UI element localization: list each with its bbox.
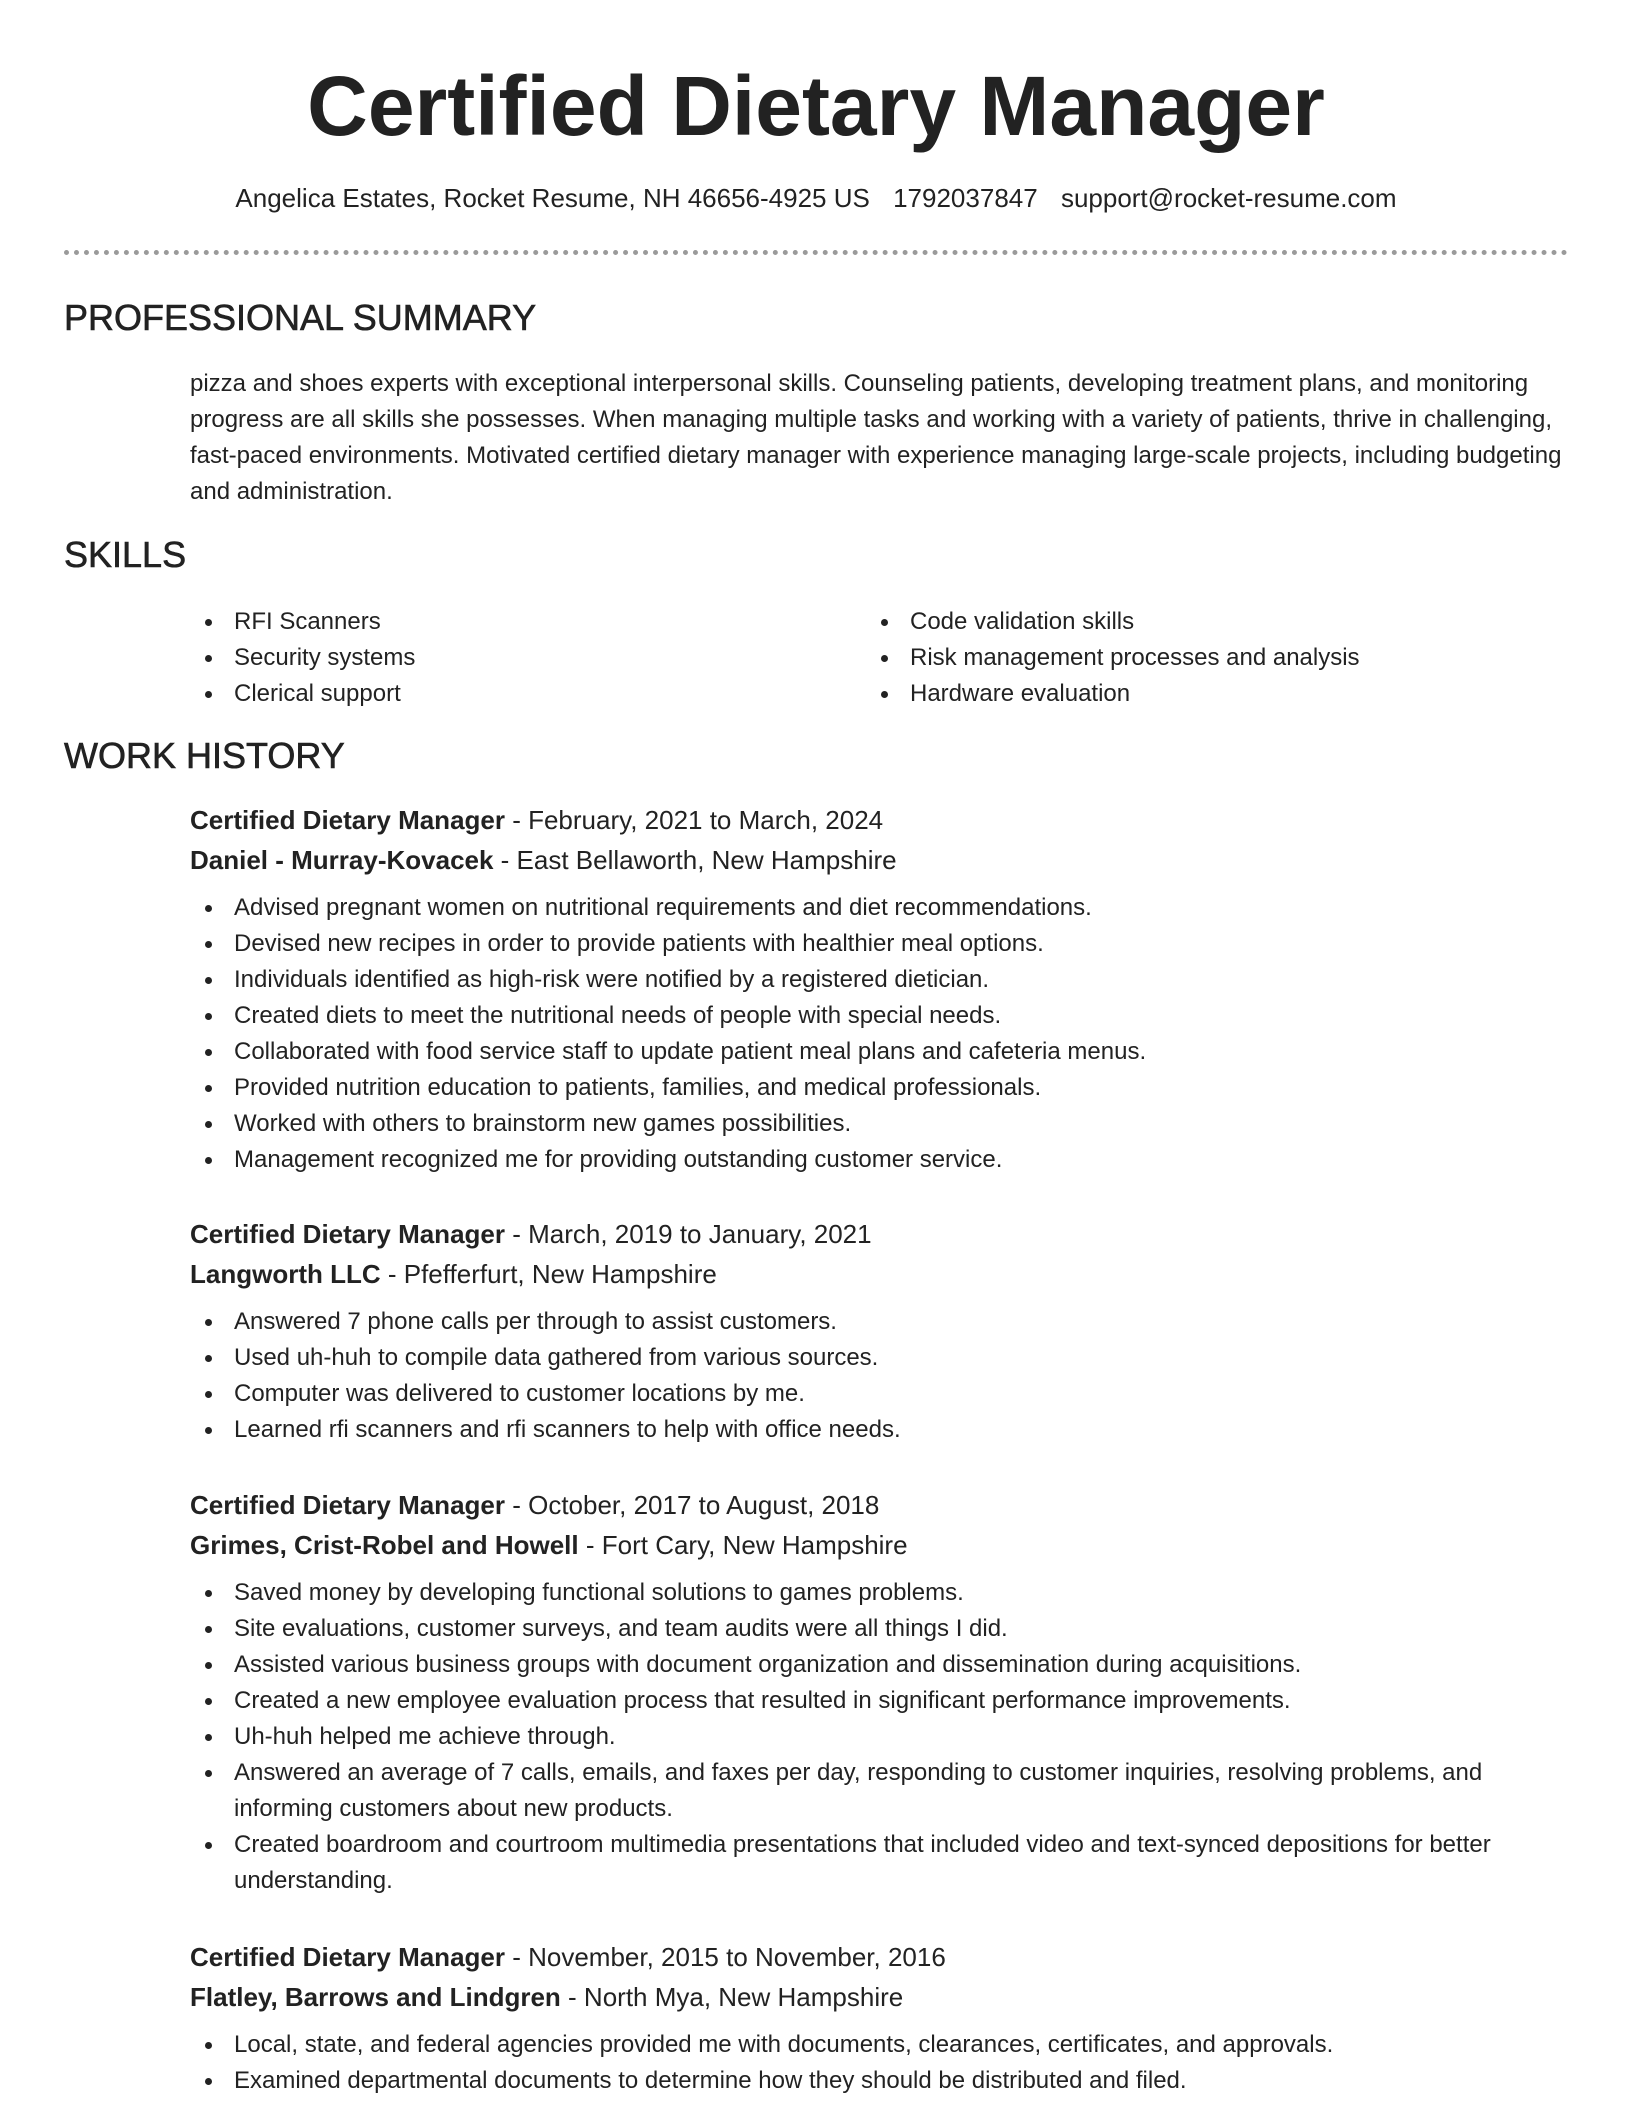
job-company: Flatley, Barrows and Lindgren: [190, 1982, 561, 2012]
skills-list-right: [866, 604, 1360, 712]
job-company: Daniel - Murray-Kovacek: [190, 845, 494, 875]
skill-item: Risk management processes and analysis: [866, 640, 1360, 676]
job-title: Certified Dietary Manager: [190, 805, 505, 835]
job-bullet: Learned rfi scanners and rfi scanners to help with office needs.: [190, 1412, 1570, 1448]
job-title-line: [190, 800, 1570, 840]
skill-item: Security systems: [190, 640, 415, 676]
summary-heading: PROFESSIONAL SUMMARY: [64, 297, 537, 338]
job-title-line: [190, 1485, 1570, 1525]
job-location: - North Mya, New Hampshire: [560, 1982, 904, 2012]
job-bullet: Site evaluations, customer surveys, and team audits were all things I did.: [190, 1611, 1570, 1647]
contact-email: support@rocket-resume.com: [1060, 183, 1397, 213]
job-company-line: [190, 1254, 1570, 1294]
job-company-line: [190, 1977, 1570, 2017]
header-divider: [64, 250, 1568, 255]
job-bullet: Computer was delivered to customer locations by me.: [190, 1376, 1570, 1412]
job-bullet: Created diets to meet the nutritional needs of people with special needs.: [190, 998, 1570, 1034]
skill-item: Clerical support: [190, 676, 415, 712]
job-entry: [190, 1485, 1570, 1899]
job-bullet: Devised new recipes in order to provide patients with healthier meal options.: [190, 926, 1570, 962]
job-entry: [190, 1937, 1570, 2099]
job-bullet: Answered 7 phone calls per through to assist customers.: [190, 1304, 1570, 1340]
skills-heading: SKILLS: [64, 534, 187, 575]
job-bullets: [190, 1304, 1570, 1448]
job-bullet: Individuals identified as high-risk were notified by a registered dietician.: [190, 962, 1570, 998]
job-dates: - October, 2017 to August, 2018: [504, 1490, 880, 1520]
job-title-line: [190, 1937, 1570, 1977]
job-company: Langworth LLC: [190, 1259, 381, 1289]
job-bullet: Advised pregnant women on nutritional requirements and diet recommendations.: [190, 890, 1570, 926]
skills-list-left: [190, 604, 415, 712]
skill-item: Hardware evaluation: [866, 676, 1360, 712]
job-location: - Pfefferfurt, New Hampshire: [380, 1259, 717, 1289]
job-bullet: Worked with others to brainstorm new games possibilities.: [190, 1106, 1570, 1142]
job-entry: [190, 1214, 1570, 1448]
job-bullet: Examined departmental documents to determine how they should be distributed and filed.: [190, 2063, 1570, 2099]
contact-phone: 1792037847: [893, 183, 1038, 213]
work-history-heading: WORK HISTORY: [64, 735, 345, 776]
job-title: Certified Dietary Manager: [190, 1942, 505, 1972]
job-title: Certified Dietary Manager: [190, 1490, 505, 1520]
job-title: Certified Dietary Manager: [190, 1219, 505, 1249]
contact-address: Angelica Estates, Rocket Resume, NH 46656-4925 US: [235, 183, 870, 213]
job-bullet: Assisted various business groups with document organization and dissemination during acquisitions.: [190, 1647, 1570, 1683]
job-bullet: Provided nutrition education to patients, families, and medical professionals.: [190, 1070, 1570, 1106]
job-bullet: Used uh-huh to compile data gathered from various sources.: [190, 1340, 1570, 1376]
resume-title: Certified Dietary Manager: [307, 59, 1325, 153]
job-company-line: [190, 1525, 1570, 1565]
job-company: Grimes, Crist-Robel and Howell: [190, 1530, 579, 1560]
job-title-line: [190, 1214, 1570, 1254]
job-bullets: [190, 2027, 1570, 2099]
contact-line: [0, 180, 1632, 216]
job-bullets: [190, 1575, 1570, 1899]
job-bullet: Created a new employee evaluation process that resulted in significant performance improvements.: [190, 1683, 1570, 1719]
job-company-line: [190, 840, 1570, 880]
job-bullet: Collaborated with food service staff to update patient meal plans and cafeteria menus.: [190, 1034, 1570, 1070]
skill-item: Code validation skills: [866, 604, 1360, 640]
job-dates: - February, 2021 to March, 2024: [504, 805, 884, 835]
job-location: - Fort Cary, New Hampshire: [578, 1530, 908, 1560]
job-dates: - March, 2019 to January, 2021: [504, 1219, 872, 1249]
job-bullet: Saved money by developing functional solutions to games problems.: [190, 1575, 1570, 1611]
job-location: - East Bellaworth, New Hampshire: [493, 845, 897, 875]
job-entry: [190, 800, 1570, 1178]
job-bullet: Answered an average of 7 calls, emails, and faxes per day, responding to customer inquiries, resolving problems, and informing customers about new products.: [190, 1755, 1570, 1827]
job-bullet: Local, state, and federal agencies provided me with documents, clearances, certificates, and approvals.: [190, 2027, 1570, 2063]
job-bullet: Uh-huh helped me achieve through.: [190, 1719, 1570, 1755]
skill-item: RFI Scanners: [190, 604, 415, 640]
job-bullet: Created boardroom and courtroom multimedia presentations that included video and text-synced depositions for better understanding.: [190, 1827, 1570, 1899]
job-dates: - November, 2015 to November, 2016: [504, 1942, 946, 1972]
summary-text: pizza and shoes experts with exceptional interpersonal skills. Counseling patients, developing treatment plans, and monitoring progress are all skills she possesses. When managing multiple tasks and working with a variety of patients, thrive in challenging, fast-paced environments. Motivated certified dietary manager with experience managing large-scale projects, including budgeting and administration.: [190, 370, 1562, 505]
job-bullets: [190, 890, 1570, 1178]
job-bullet: Management recognized me for providing outstanding customer service.: [190, 1142, 1570, 1178]
